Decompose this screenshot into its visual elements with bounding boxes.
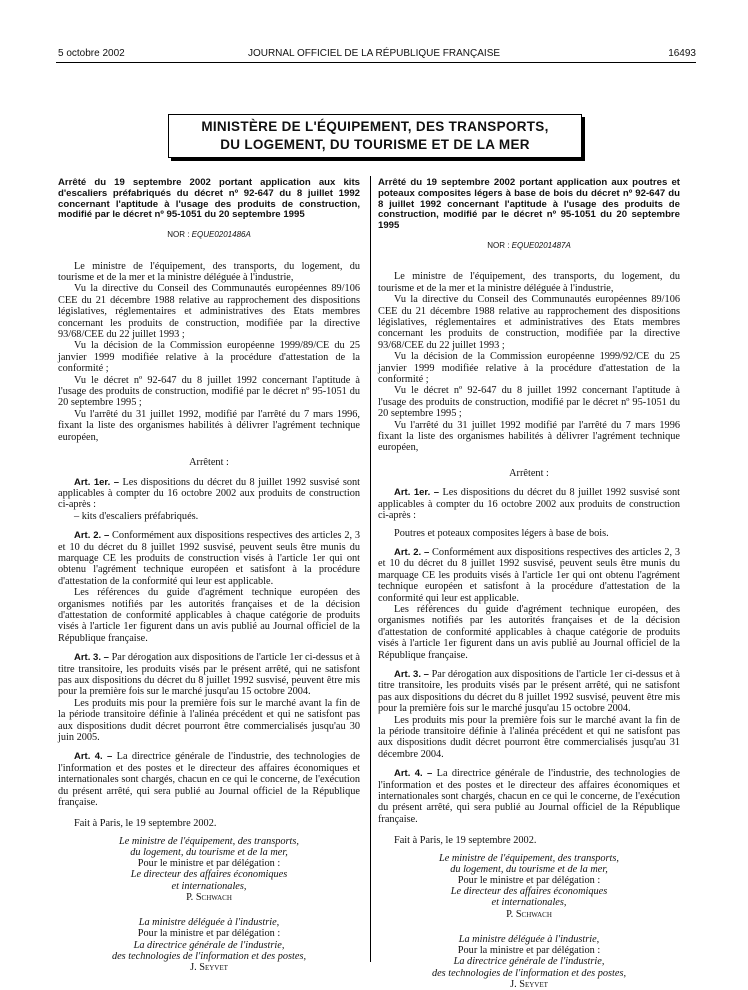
article-label: Art. 2. – (394, 546, 430, 558)
signature-line: La directrice générale de l'industrie, (133, 939, 285, 951)
article-text: Conformément aux dispositions respectives des articles 2, 3 et 10 du décret du 8 juillet 1992 susvisé, peuvent seuls être munis du marquage CE les produits de construction visés à l'article 1er qui ont obtenu l'agrément technique européen et satisfont à la procédure d'attestation de la conformité qui leur est applicable. (58, 530, 360, 587)
article-3-paragraph: Les produits mis pour la première fois sur le marché avant la fin de la période transitoire définie à l'alinéa précédent et qui ne satisfont pas aux dispositions dudit décret pourront être commercialisés jusqu'au 30 juin 2005. (58, 697, 360, 744)
header-rule (56, 62, 696, 63)
decree-title: Arrêté du 19 septembre 2002 portant application aux kits d'escaliers préfabriqués du décret nº 92-647 du 8 juillet 1992 concernant l'aptitude à l'usage des produits de construction, modifié par le décret nº 95-1051 du 20 septembre 1995 (58, 177, 360, 221)
article-1 (58, 477, 360, 511)
ministry-line-1: MINISTÈRE DE L'ÉQUIPEMENT, DES TRANSPORTS, (201, 119, 549, 134)
signature-line: La ministre déléguée à l'industrie, (138, 917, 280, 929)
header-date: 5 octobre 2002 (58, 48, 125, 59)
signature-line: et internationales, (171, 880, 247, 892)
header-journal: JOURNAL OFFICIEL DE LA RÉPUBLIQUE FRANÇAISE (247, 48, 501, 59)
nor-reference (58, 229, 360, 240)
signatory-name: J. Seyvet (190, 961, 228, 973)
article-text: Par dérogation aux dispositions de l'article 1er ci-dessus et à titre transitoire, les produits visés par le présent arrêté, qui ne satisfont pas aux dispositions du décret du 8 juillet 1992 susvisé, peuvent être mis pour la première fois sur le marché jusqu'au 15 octobre 2004. (378, 668, 680, 715)
visa-paragraph: Vu la directive du Conseil des Communautés européennes 89/106 CEE du 21 décembre 1988 relative au rapprochement des dispositions législatives, réglementaires et administratives des Etats membres concernant les produits de construction, modifiée par la directive 93/68/CEE du 22 juillet 1993 ; (378, 294, 680, 351)
nor-code: EQUE0201487A (511, 240, 571, 250)
signatory-name: P. Schwach (186, 891, 232, 903)
arretent-heading: Arrêtent : (509, 467, 549, 479)
article-text: La directrice générale de l'industrie, des technologies de l'information et des postes et le directeur des affaires économiques et internationales sont chargés, chacun en ce qui le concerne, de l'exécution du présent arrêté, qui sera publié au Journal officiel de la République française. (58, 751, 360, 809)
article-text: La directrice générale de l'industrie, des technologies de l'information et des postes et le directeur des affaires économiques et internationales sont chargés, chacun en ce qui le concerne, de l'exécution du présent arrêté, qui sera publié au Journal officiel de la République française. (378, 768, 680, 825)
article-3-paragraph: Les produits mis pour la première fois sur le marché avant la fin de la période transitoire définie à l'alinéa précédent et qui ne satisfont pas aux dispositions dudit décret pourront être commercialisés jusqu'au 31 décembre 2004. (378, 714, 680, 760)
article-2 (58, 530, 360, 587)
article-text: Conformément aux dispositions respectives des articles 2, 3 et 10 du décret du 8 juillet 1992 susvisé, peuvent seuls être munis du marquage CE les produits visés à l'article 1er qui ont obtenu l'agrément technique européen et satisfont à la procédure d'attestation de la conformité qui leur est applicable. (378, 546, 680, 604)
visa-paragraph: Vu la décision de la Commission européenne 1999/92/CE du 25 janvier 1999 modifiée relative à la procédure d'attestation de la conformité ; (378, 351, 680, 386)
signature-line: La ministre déléguée à l'industrie, (458, 933, 600, 945)
signature-line: des technologies de l'information et des postes, (111, 950, 307, 962)
article-4 (58, 751, 360, 808)
signatory-name: J. Seyvet (510, 978, 548, 990)
article-1-item: Poutres et poteaux composites légers à base de bois. (394, 527, 609, 539)
article-label: Art. 1er. – (74, 476, 120, 488)
article-label: Art. 2. – (74, 530, 110, 542)
visa-paragraph: Le ministre de l'équipement, des transports, du logement, du tourisme et de la mer et la ministre déléguée à l'industrie, (58, 260, 360, 283)
signature-place-date: Fait à Paris, le 19 septembre 2002. (74, 818, 217, 830)
nor-reference (378, 240, 680, 251)
header-page-number: 16493 (668, 48, 696, 59)
signature-line: des technologies de l'information et des postes, (431, 967, 627, 979)
signature-line: et internationales, (491, 897, 567, 909)
visa-paragraph: Vu la directive du Conseil des Communautés européennes 89/106 CEE du 21 décembre 1988 relative au rapprochement des dispositions législatives, réglementaires et administratives des Etats membres concernant les produits de construction, modifiée par la directive 93/68/CEE du 22 juillet 1993 ; (58, 283, 360, 341)
signature-line: Le ministre de l'équipement, des transports, (119, 835, 299, 847)
ministry-line-2: DU LOGEMENT, DU TOURISME ET DE LA MER (220, 137, 530, 152)
signature-block-1 (378, 853, 680, 920)
visa-paragraph: Vu l'arrêté du 31 juillet 1992, modifié par l'arrêté du 7 mars 1996, fixant la liste des organismes habilités à délivrer l'agrément technique européen, (58, 408, 360, 443)
nor-label: NOR : (487, 240, 510, 250)
article-4 (378, 768, 680, 825)
signature-line: Pour le ministre et par délégation : (137, 858, 281, 870)
decree-right (378, 178, 680, 990)
article-label: Art. 4. – (74, 751, 113, 763)
signature-block-2 (378, 934, 680, 990)
article-text: Par dérogation aux dispositions de l'article 1er ci-dessus et à titre transitoire, les produits visés par le présent arrêté, qui ne satisfont pas aux dispositions du décret du 8 juillet 1992 susvisé, peuvent être mis pour la première fois sur le marché jusqu'au 15 octobre 2004. (58, 652, 360, 698)
column-divider (370, 176, 371, 962)
visa-paragraph: Le ministre de l'équipement, des transports, du logement, du tourisme et de la mer et la ministre déléguée à l'industrie, (378, 271, 680, 294)
decree-title: Arrêté du 19 septembre 2002 portant application aux poutres et poteaux composites légers à base de bois du décret nº 92-647 du 8 juillet 1992 concernant l'aptitude à l'usage des produits de construction, modifié par le décret nº 95-1051 du 20 septembre 1995 (378, 177, 680, 232)
signatory-name: P. Schwach (506, 908, 552, 920)
article-3 (378, 669, 680, 715)
signature-line: Pour la ministre et par délégation : (457, 945, 601, 957)
signature-line: Pour la ministre et par délégation : (137, 928, 281, 940)
article-label: Art. 1er. – (394, 487, 440, 499)
arretent-heading: Arrêtent : (189, 457, 229, 469)
signature-line: Le ministre de l'équipement, des transports, (439, 852, 619, 864)
visa-paragraph: Vu le décret nº 92-647 du 8 juillet 1992 concernant l'aptitude à l'usage des produits de construction, modifié par le décret nº 95-1051 du 20 septembre 1995 ; (58, 374, 360, 409)
signature-line: Le directeur des affaires économiques (130, 869, 288, 881)
article-2 (378, 547, 680, 604)
signature-block-2 (58, 917, 360, 973)
article-1 (378, 487, 680, 521)
signature-block-1 (58, 836, 360, 903)
article-3 (58, 652, 360, 698)
signature-line: Le directeur des affaires économiques (450, 886, 608, 898)
article-text: Les dispositions du décret du 8 juillet 1992 susvisé sont applicables à compter du 16 octobre 2002 aux produits de construction ci-après : (58, 476, 360, 511)
article-label: Art. 4. – (394, 768, 433, 780)
decree-left (58, 178, 360, 973)
nor-code: EQUE0201486A (191, 230, 251, 240)
visa-paragraph: Vu le décret nº 92-647 du 8 juillet 1992 concernant l'aptitude à l'usage des produits de construction, modifié par le décret nº 95-1051 du 20 septembre 1995 ; (378, 385, 680, 420)
nor-label: NOR : (167, 230, 190, 240)
signature-line: Pour le ministre et par délégation : (457, 875, 601, 887)
visa-paragraph: Vu la décision de la Commission européenne 1999/89/CE du 25 janvier 1999 modifiée relative à la procédure d'attestation de la conformité ; (58, 340, 360, 375)
article-1-item: – kits d'escaliers préfabriqués. (74, 510, 199, 522)
article-text: Les dispositions du décret du 8 juillet 1992 susvisé sont applicables à compter du 16 octobre 2002 aux produits de construction ci-après : (378, 487, 680, 522)
article-2-paragraph: Les références du guide d'agrément technique européen, des organismes notifiés par les autorités françaises et de la décision d'attestation de conformité applicables à chaque catégorie de produits visés à l'article 1er figurent dans un avis publié au Journal officiel de la République française. (378, 603, 680, 661)
article-label: Art. 3. – (394, 668, 429, 680)
signature-line: La directrice générale de l'industrie, (453, 956, 605, 968)
article-label: Art. 3. – (74, 652, 109, 664)
ministry-box (168, 114, 582, 158)
signature-place-date: Fait à Paris, le 19 septembre 2002. (394, 835, 537, 847)
visa-paragraph: Vu l'arrêté du 31 juillet 1992 modifié par l'arrêté du 7 mars 1996 fixant la liste des organismes habilités à délivrer l'agrément technique européen, (378, 419, 680, 454)
article-2-paragraph: Les références du guide d'agrément technique européen des organismes notifiés par les autorités françaises et de la décision d'attestation de conformité applicables à chaque catégorie de produits visés à l'article 1er figurent dans un avis publié au Journal officiel de la République française. (58, 587, 360, 644)
signature-line: du logement, du tourisme et de la mer, (450, 863, 608, 875)
signature-line: du logement, du tourisme et de la mer, (130, 847, 288, 859)
